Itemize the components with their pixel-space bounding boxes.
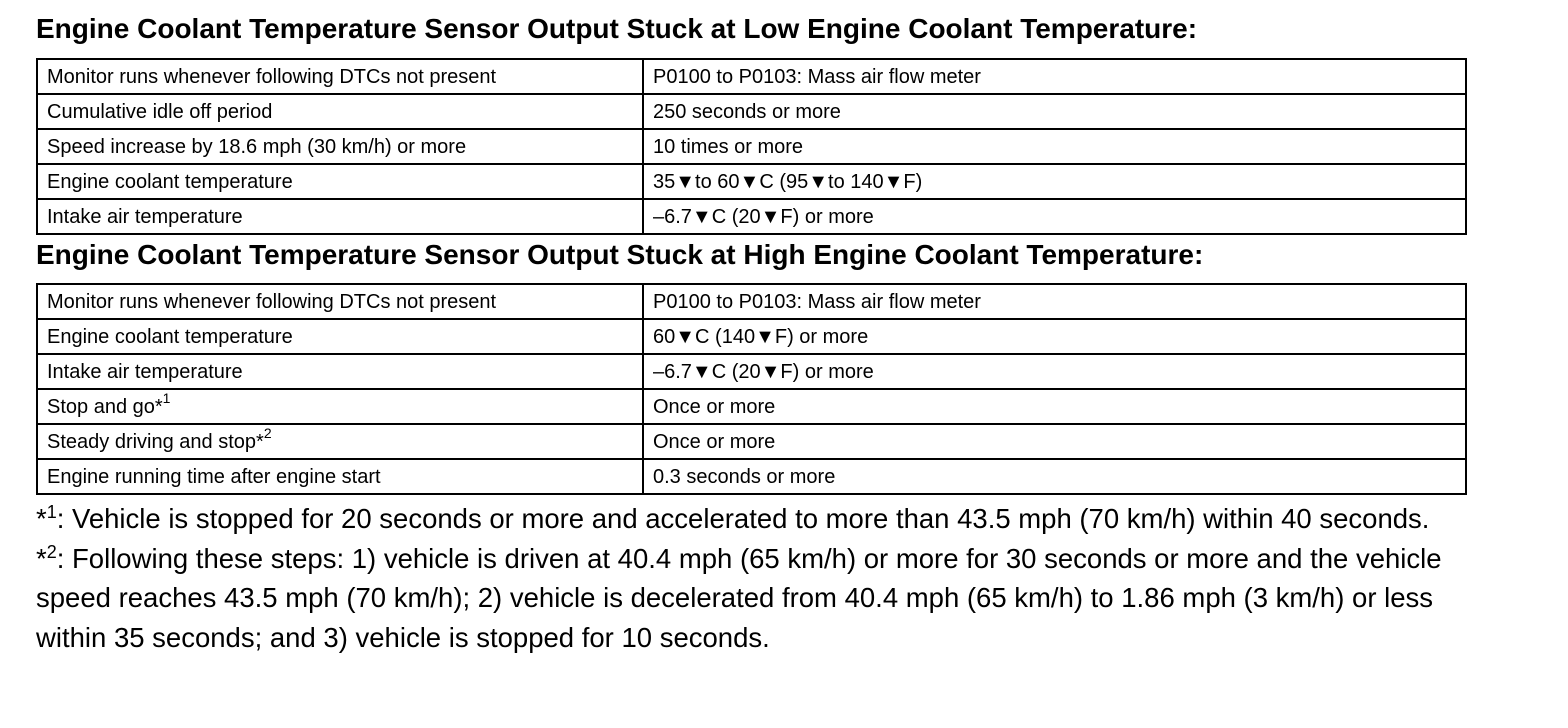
row-label: Monitor runs whenever following DTCs not present <box>37 284 643 319</box>
table-row <box>37 94 1466 129</box>
row-value: –6.7▼C (20▼F) or more <box>643 354 1466 389</box>
row-label: Monitor runs whenever following DTCs not present <box>37 59 643 94</box>
footnote-text: : Vehicle is stopped for 20 seconds or more and accelerated to more than 43.5 mph (70 km/h) within 40 seconds. <box>56 503 1430 534</box>
table-row <box>37 459 1466 494</box>
table-row <box>37 354 1466 389</box>
row-label: Engine coolant temperature <box>37 164 643 199</box>
row-value: 10 times or more <box>643 129 1466 164</box>
footnotes <box>36 499 1468 657</box>
row-value: –6.7▼C (20▼F) or more <box>643 199 1466 234</box>
row-value: 250 seconds or more <box>643 94 1466 129</box>
section-title-high-temp: Engine Coolant Temperature Sensor Output Stuck at High Engine Coolant Temperature: <box>36 239 1204 270</box>
footnote-1 <box>36 499 1468 539</box>
footnote-number: 2 <box>46 541 57 562</box>
row-label-cell <box>37 424 643 459</box>
row-label: Intake air temperature <box>37 199 643 234</box>
table-row <box>37 424 1466 459</box>
row-value: P0100 to P0103: Mass air flow meter <box>643 59 1466 94</box>
section-title-low-temp: Engine Coolant Temperature Sensor Output Stuck at Low Engine Coolant Temperature: <box>36 13 1198 44</box>
row-label: Speed increase by 18.6 mph (30 km/h) or more <box>37 129 643 164</box>
row-label-cell <box>37 389 643 424</box>
row-value: 60▼C (140▼F) or more <box>643 319 1466 354</box>
table-row <box>37 59 1466 94</box>
row-label: Intake air temperature <box>37 354 643 389</box>
row-value: 35▼to 60▼C (95▼to 140▼F) <box>643 164 1466 199</box>
row-label: Engine coolant temperature <box>37 319 643 354</box>
footnote-ref: 2 <box>263 424 272 441</box>
table-row <box>37 164 1466 199</box>
table-row <box>37 129 1466 164</box>
row-label: Steady driving and stop* <box>47 430 264 453</box>
row-value: P0100 to P0103: Mass air flow meter <box>643 284 1466 319</box>
row-value: 0.3 seconds or more <box>643 459 1466 494</box>
table-row <box>37 389 1466 424</box>
row-value: Once or more <box>643 389 1466 424</box>
table-row <box>37 319 1466 354</box>
row-label: Stop and go* <box>47 395 163 418</box>
conditions-table-high-temp <box>36 283 1467 495</box>
conditions-table-low-temp <box>36 58 1467 235</box>
footnote-marker: * <box>36 503 47 534</box>
table-row <box>37 284 1466 319</box>
row-value: Once or more <box>643 424 1466 459</box>
row-label: Engine running time after engine start <box>37 459 643 494</box>
footnote-2 <box>36 539 1468 658</box>
footnote-number: 1 <box>46 501 57 522</box>
document-page <box>36 0 1468 657</box>
table-row <box>37 199 1466 234</box>
row-label: Cumulative idle off period <box>37 94 643 129</box>
footnote-text: : Following these steps: 1) vehicle is driven at 40.4 mph (65 km/h) or more for 30 seconds or more and the vehicle speed reaches 43.5 mph (70 km/h); 2) vehicle is decelerated from 40.4 mph (65 km/h) to 1.86 mph (3 km/h) or less within 35 seconds; and 3) vehicle is stopped for 10 seconds. <box>36 542 1442 653</box>
footnote-ref: 1 <box>162 389 171 406</box>
footnote-marker: * <box>36 542 47 574</box>
